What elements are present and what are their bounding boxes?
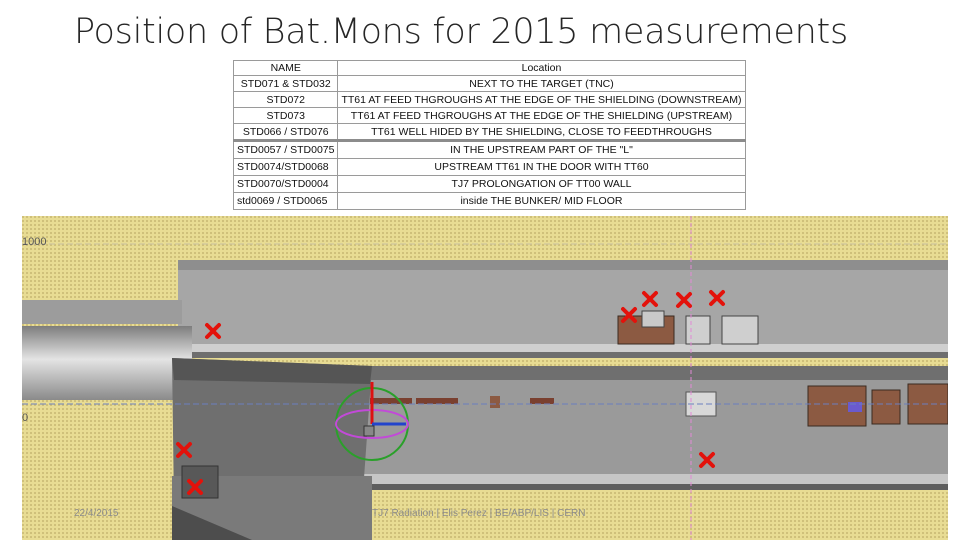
table-row — [234, 176, 746, 193]
batmon-marker-icon[interactable] — [186, 478, 204, 496]
batmon-marker-icon[interactable] — [708, 289, 726, 307]
row-location: NEXT TO THE TARGET (TNC) — [338, 76, 745, 92]
axis-label-mid: 0 — [22, 412, 29, 424]
slide-title: Position of Bat.Mons for 2015 measurements — [74, 12, 848, 52]
column-header-location: Location — [338, 61, 745, 76]
table-row — [234, 92, 746, 108]
batmon-marker-icon[interactable] — [204, 322, 222, 340]
row-name: STD071 & STD032 — [234, 76, 338, 92]
row-location: TT61 AT FEED THGROUGHS AT THE EDGE OF THE SHIELDING (DOWNSTREAM) — [338, 92, 745, 108]
row-location: TT61 WELL HIDED BY THE SHIELDING, CLOSE TO FEEDTHROUGHS — [338, 124, 745, 141]
row-location: TJ7 PROLONGATION OF TT00 WALL — [338, 176, 745, 193]
row-location: IN THE UPSTREAM PART OF THE "L" — [338, 141, 745, 159]
row-name: STD073 — [234, 108, 338, 124]
beam-pipe — [22, 326, 192, 400]
row-location: inside THE BUNKER/ MID FLOOR — [338, 193, 745, 210]
tunnel-drawing — [22, 216, 948, 540]
footer-text: TJ7 Radiation | Elis Perez | BE/ABP/LIS | CERN — [372, 508, 586, 519]
batmon-marker-icon[interactable] — [175, 441, 193, 459]
table-row — [234, 124, 746, 141]
table-row — [234, 193, 746, 210]
batmon-marker-icon[interactable] — [675, 291, 693, 309]
row-location: UPSTREAM TT61 IN THE DOOR WITH TT60 — [338, 159, 745, 176]
batmon-marker-icon[interactable] — [620, 306, 638, 324]
equipment-block — [686, 316, 710, 344]
table-row — [234, 159, 746, 176]
cad-tunnel-view[interactable] — [22, 216, 948, 540]
axis-label-top: 1000 — [22, 236, 47, 248]
row-location: TT61 AT FEED THGROUGHS AT THE EDGE OF THE SHIELDING (UPSTREAM) — [338, 108, 745, 124]
upper-tunnel — [178, 260, 948, 352]
row-name: STD066 / STD076 — [234, 124, 338, 141]
table-row — [234, 108, 746, 124]
equipment-block — [722, 316, 758, 344]
batmon-marker-icon[interactable] — [698, 451, 716, 469]
footer-date: 22/4/2015 — [74, 508, 119, 519]
row-name: STD0074/STD0068 — [234, 159, 338, 176]
batmon-marker-icon[interactable] — [641, 290, 659, 308]
column-header-name: NAME — [234, 61, 338, 76]
row-name: std0069 / STD0065 — [234, 193, 338, 210]
batmon-location-table — [233, 60, 746, 210]
table-header-row — [234, 61, 746, 76]
row-name: STD0057 / STD0075 — [234, 141, 338, 159]
row-name: STD072 — [234, 92, 338, 108]
table-row — [234, 141, 746, 159]
row-name: STD0070/STD0004 — [234, 176, 338, 193]
table-row — [234, 76, 746, 92]
